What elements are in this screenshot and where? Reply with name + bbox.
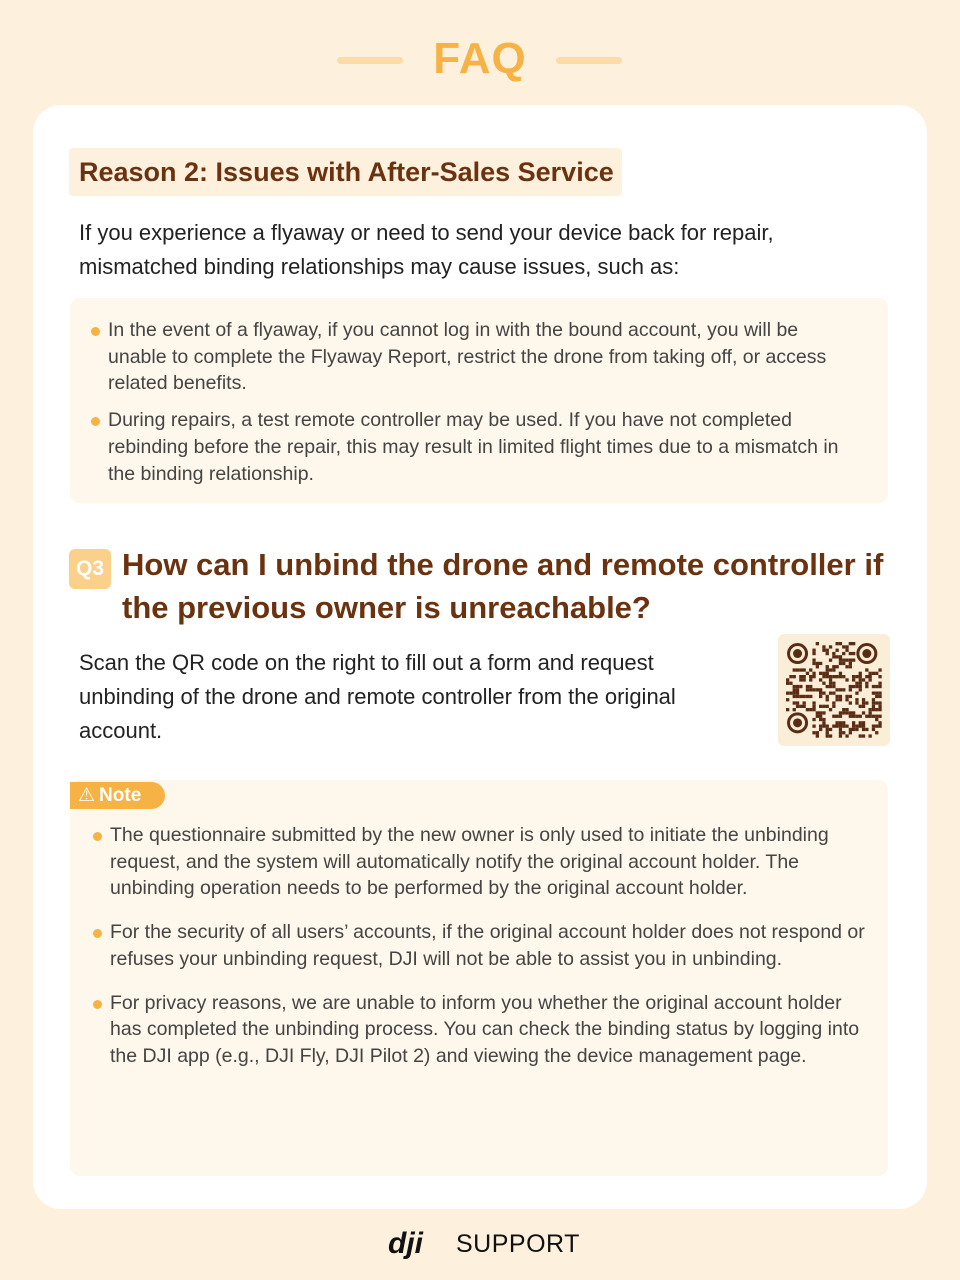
bullet-dot-icon (91, 417, 100, 426)
footer-support-label: SUPPORT (456, 1230, 580, 1258)
list-item: During repairs, a test remote controller may be used. If you have not completed rebinding before the repair, this may result in limited flight times due to a mismatch in the binding relationship. (89, 407, 859, 487)
reason-intro: If you experience a flyaway or need to send your device back for repair, mismatched binding relationships may cause issues, such as: (79, 220, 774, 279)
qr-code-icon (778, 634, 890, 746)
note-tag: ⚠ Note (70, 782, 165, 809)
qr-code[interactable] (778, 634, 890, 746)
warning-icon: ⚠ (78, 785, 96, 806)
list-item: For the security of all users’ accounts, if the original account holder does not respond or refuses your unbinding request, DJI will not be able to assist you in unbinding. (91, 919, 871, 972)
bullet-dot-icon (91, 327, 100, 336)
bullet-dot-icon (93, 832, 102, 841)
reason-bullet-list (89, 317, 859, 497)
bullet-dot-icon (93, 929, 102, 938)
bullet-dot-icon (93, 1000, 102, 1009)
q3-title: How can I unbind the drone and remote controller if the previous owner is unreachable? (122, 547, 884, 625)
reason-heading: Reason 2: Issues with After-Sales Service (79, 157, 614, 187)
dji-logo-icon (388, 1231, 450, 1259)
q3-badge: Q3 (69, 549, 111, 589)
header-divider-right (556, 57, 622, 64)
note-bullet-list (91, 822, 871, 1087)
q3-instructions: Scan the QR code on the right to fill out a form and request unbinding of the drone and remote controller from the original account. (79, 650, 676, 743)
page-title: FAQ (433, 34, 527, 83)
svg-text:dji: dji (388, 1231, 423, 1259)
list-item: In the event of a flyaway, if you cannot log in with the bound account, you will be unable to complete the Flyaway Report, restrict the drone from taking off, or access related benefits. (89, 317, 859, 397)
list-item: The questionnaire submitted by the new owner is only used to initiate the unbinding request, and the system will automatically notify the original account holder. The unbinding operation needs to be performed by the original account holder. (91, 822, 871, 902)
list-item: For privacy reasons, we are unable to inform you whether the original account holder has completed the unbinding process. You can check the binding status by logging into the DJI app (e.g., DJI Fly, DJI Pilot 2) and viewing the device management page. (91, 990, 871, 1070)
